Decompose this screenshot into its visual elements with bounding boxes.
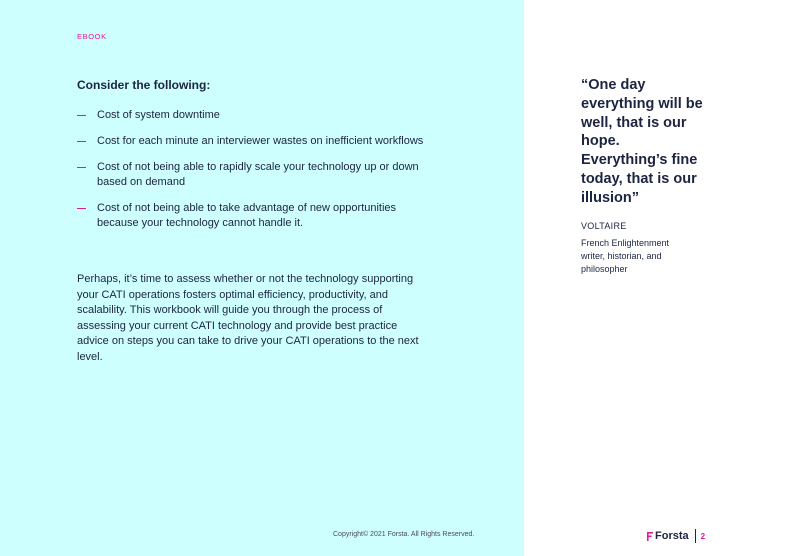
footer-divider	[695, 529, 696, 543]
forsta-logo-icon	[647, 532, 653, 541]
list-item	[77, 134, 437, 149]
dash-icon	[77, 141, 86, 142]
list-item	[77, 160, 437, 190]
author-description: French Enlightenment writer, historian, and philosopher	[581, 238, 670, 274]
brand-name: Forsta	[655, 530, 689, 542]
body-paragraph: Perhaps, it’s time to assess whether or not the technology supporting your CATI operations fosters optimal efficiency, productivity, and scalability. This workbook will guide you through the process of assessing your current CATI technology and provide best practice advice on steps you can take to drive your CATI operations to the next level.	[77, 273, 419, 363]
list-item	[77, 108, 437, 123]
ebook-label: EBOOK	[77, 32, 107, 41]
list-item	[77, 201, 437, 231]
footer-brand	[647, 529, 705, 543]
bullet-list	[77, 108, 437, 242]
pull-quote: “One day everything will be well, that is our hope. Everything’s fine today, that is our illusion”	[581, 77, 703, 206]
dash-icon	[77, 115, 86, 116]
page-number: 2	[700, 531, 706, 541]
bullet-text: Cost of system downtime	[97, 109, 220, 121]
copyright-text: Copyright© 2021 Forsta. All Rights Reserved.	[333, 531, 475, 538]
dash-icon	[77, 208, 86, 209]
bullet-text: Cost of not being able to take advantage of new opportunities because your technology cannot handle it.	[97, 202, 397, 229]
bullet-text: Cost of not being able to rapidly scale your technology up or down based on demand	[97, 161, 419, 188]
quote-author: VOLTAIRE	[581, 221, 627, 231]
dash-icon	[77, 167, 86, 168]
section-heading: Consider the following:	[77, 78, 211, 92]
bullet-text: Cost for each minute an interviewer wastes on inefficient workflows	[97, 135, 424, 147]
